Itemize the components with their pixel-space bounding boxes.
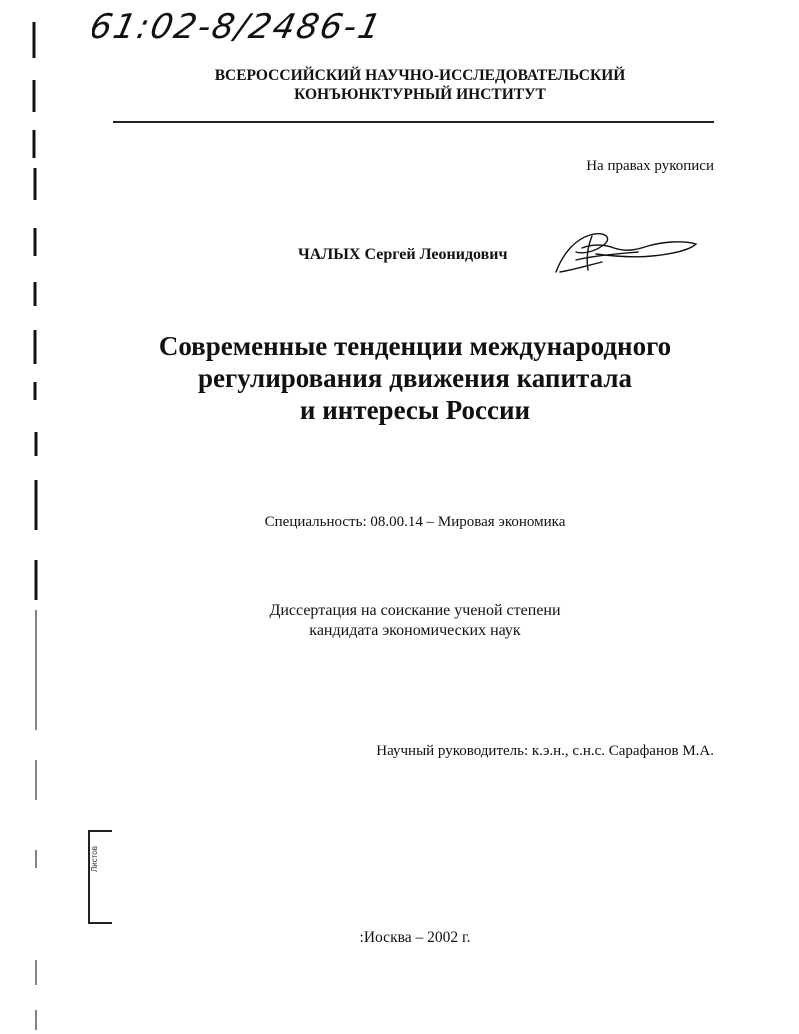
title-line-1: Современные тенденции международного	[158, 331, 672, 361]
institute-line-2: КОНЪЮНКТУРНЫЙ ИНСТИТУТ	[294, 86, 546, 103]
institute-line-1: ВСЕРОССИЙСКИЙ НАУЧНО-ИССЛЕДОВАТЕЛЬСКИЙ	[214, 67, 626, 84]
city-year: :Иосква – 2002 г.	[359, 929, 471, 946]
handwritten-catalog-number	[92, 0, 412, 50]
title-line-3: и интересы России	[299, 395, 531, 425]
rights-note: На правах рукописи	[586, 158, 714, 174]
dissertation-title	[100, 330, 730, 426]
scientific-advisor: Научный руководитель: к.э.н., с.н.с. Сарафанов М.А.	[376, 743, 714, 759]
author-given-names: Сергей Леонидович	[364, 246, 508, 263]
sheet-count-stamp	[88, 830, 112, 924]
author-signature	[552, 226, 702, 278]
dissertation-degree	[150, 601, 680, 641]
title-line-2: регулирования движения капитала	[197, 363, 633, 393]
author-name	[298, 246, 508, 264]
specialty: Специальность: 08.00.14 – Мировая экономика	[264, 514, 566, 530]
stamp-label: Листов	[90, 846, 99, 872]
degree-line-2: кандидата экономических наук	[309, 622, 521, 639]
scan-edge-marks	[0, 0, 60, 1034]
handwritten-catalog-svg	[92, 0, 412, 50]
institute-name	[120, 66, 720, 104]
author-surname: ЧАЛЫХ	[298, 246, 361, 263]
catalog-number-text: 61:02-8/2486-1	[92, 7, 387, 47]
header-divider	[113, 121, 714, 123]
degree-line-1: Диссертация на соискание ученой степени	[269, 602, 561, 619]
